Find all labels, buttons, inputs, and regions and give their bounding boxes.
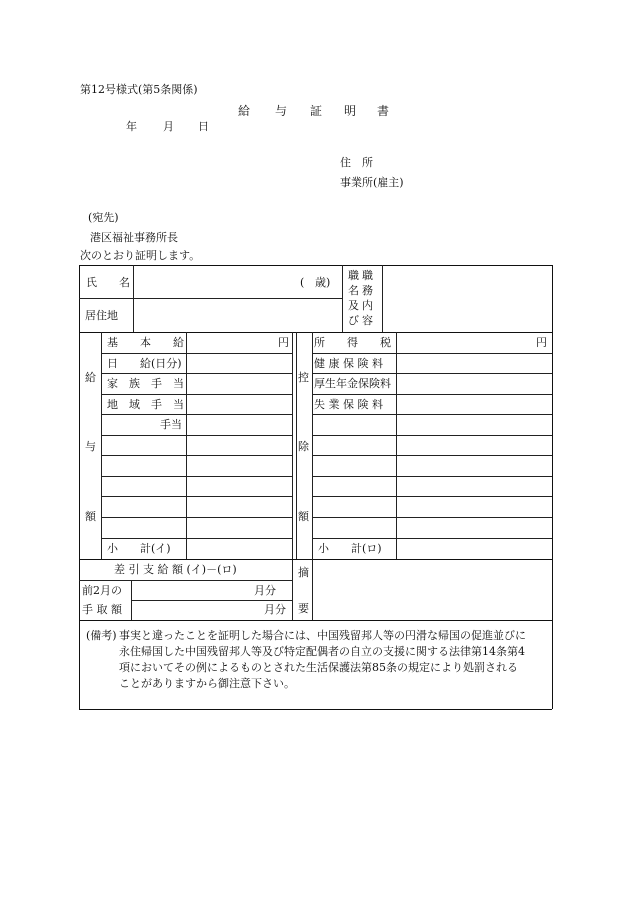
remarks-label-1: 摘 xyxy=(298,566,309,579)
age-label: 歳) xyxy=(315,276,331,289)
notes-line-3: 項においてその例によるものとされた生活保護法第85条の規定により処罰される xyxy=(119,661,518,674)
statement-text: 次のとおり証明します。 xyxy=(80,249,201,262)
salary-row-family: 家 族 手 当 xyxy=(107,377,184,390)
deduction-row-pension: 厚生年金保険料 xyxy=(314,377,391,390)
residence-label: 居住地 xyxy=(85,309,118,322)
deduction-row-income-tax: 所 得 税 xyxy=(314,336,391,349)
title-char-1: 給 xyxy=(238,104,251,118)
deduction-row-unemployment: 失 業 保 険 料 xyxy=(314,398,383,411)
age-open: ( xyxy=(300,276,305,289)
salary-row-base: 基 本 給 xyxy=(107,336,184,349)
title-char-5: 書 xyxy=(377,104,390,118)
notes-line-2: 永住帰国した中国残留邦人等及び特定配偶者の自立の支援に関する法律第14条第4 xyxy=(119,645,525,658)
salary-side-3: 額 xyxy=(85,510,96,523)
salary-row-daily: 日 給(日分) xyxy=(107,357,182,370)
prev-months-label-1: 前2月の xyxy=(82,584,122,597)
salary-row-other: 手当 xyxy=(160,418,182,431)
deduction-row-health: 健 康 保 険 料 xyxy=(314,357,383,370)
date-day: 日 xyxy=(198,120,209,133)
document-title xyxy=(0,102,630,116)
salary-subtotal: 小 計(イ) xyxy=(107,542,171,555)
form-number: 第12号様式(第5条関係) xyxy=(80,83,198,96)
net-amount-label: 差 引 支 給 額 (イ)－(ロ) xyxy=(114,563,237,576)
deduction-side-1: 控 xyxy=(298,371,309,384)
month-unit-2: 月分 xyxy=(264,603,286,616)
month-unit-1: 月分 xyxy=(254,584,276,597)
title-char-2: 与 xyxy=(275,104,288,118)
salary-row-regional: 地 域 手 当 xyxy=(107,398,184,411)
salary-side-2: 与 xyxy=(85,440,96,453)
notes-line-4: ことがありますから御注意下さい。 xyxy=(119,677,295,690)
document-page: 第12号様式(第5条関係) 給 与 証 明 書 年 月 日 住 所 事業所(雇主) (宛先) 港区福祉事務所長 次のとおり証明します。 氏 名 ( 歳) 居住地 職 職 名 務 及 内 び 容 給 与 額 基 本 給 円 日 給(日分) 家 族 手 当 地 域 手 当 手当 小 計(イ) 控 除 額 所 得 税 円 健 康 保 険 料 厚生年金保険料 失 業 保 険 料 小 計(ロ) 差 引 支 給 額 (イ)－(ロ) 前2月の 手 取 額 月分 月分 摘 要 (備考) 事実と違ったことを証明した場合には、中国残留邦人等の円滑な帰国の促進並びに 永住帰国した中国残留邦人等及び特定配偶者の自立の支援に関する法律第14条第4 項においてその例によるものとされた生活保護法第85条の規定により処罰される ことがありますから御注意下さい。 xyxy=(0,0,630,903)
notes-prefix: (備考) xyxy=(86,629,117,642)
salary-side-1: 給 xyxy=(85,371,96,384)
deduction-subtotal: 小 計(ロ) xyxy=(318,542,382,555)
deduction-unit-yen: 円 xyxy=(536,336,547,349)
remarks-label-2: 要 xyxy=(298,602,309,615)
title-char-4: 明 xyxy=(344,104,357,118)
address-label: 住 所 xyxy=(340,156,373,169)
name-label: 氏 名 xyxy=(86,276,130,289)
title-char-3: 証 xyxy=(310,104,323,118)
date-month: 月 xyxy=(163,120,174,133)
deduction-side-3: 額 xyxy=(298,510,309,523)
deduction-side-2: 除 xyxy=(298,440,309,453)
date-year: 年 xyxy=(126,120,137,133)
recipient-name: 港区福祉事務所長 xyxy=(90,231,178,244)
prev-months-label-2: 手 取 額 xyxy=(82,603,122,616)
addressee-label: (宛先) xyxy=(88,211,119,224)
salary-unit-yen: 円 xyxy=(278,336,289,349)
notes-line-1: 事実と違ったことを証明した場合には、中国残留邦人等の円滑な帰国の促進並びに xyxy=(119,629,526,642)
employer-label: 事業所(雇主) xyxy=(340,176,404,189)
